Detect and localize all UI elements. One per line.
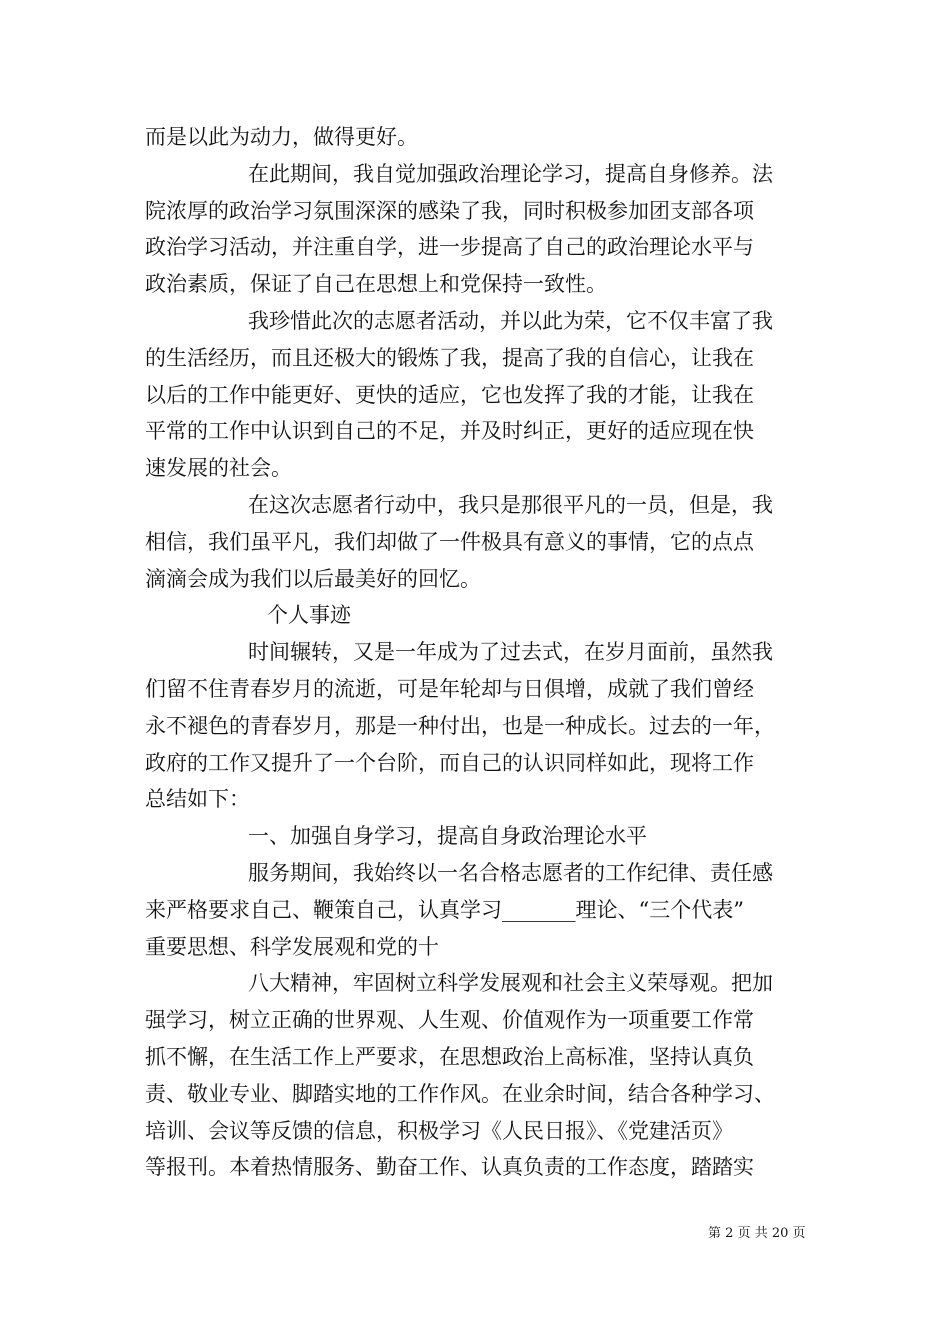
text-line: 们留不住青春岁月的流逝，可是年轮却与日俱增，成就了我们曾经 xyxy=(145,676,754,701)
text-line: 政治学习活动，并注重自学，进一步提高了自己的政治理论水平与 xyxy=(145,235,754,260)
text-line: 滴滴会成为我们以后最美好的回忆。 xyxy=(145,566,481,591)
text-line: 时间辗转，又是一年成为了过去式，在岁月面前，虽然我 xyxy=(248,640,773,665)
text-line: 八大精神，牢固树立科学发展观和社会主义荣辱观。把加 xyxy=(248,971,773,996)
text-line: 重要思想、科学发展观和党的十 xyxy=(145,934,439,959)
text-line: 在此期间，我自觉加强政治理论学习，提高自身修养。法 xyxy=(248,161,773,186)
text-line: 在这次志愿者行动中，我只是那很平凡的一员，但是，我 xyxy=(248,492,773,517)
text-line: 培训、会议等反馈的信息，积极学习《人民日报》、《党建活页》 xyxy=(145,1118,733,1143)
text-line: 的生活经历，而且还极大的锻炼了我，提高了我的自信心，让我在 xyxy=(145,345,754,370)
text-line: 速发展的社会。 xyxy=(145,456,292,481)
text-line: 院浓厚的政治学习氛围深深的感染了我，同时积极参加团支部各项 xyxy=(145,198,754,223)
footer-suffix: 页 xyxy=(792,1226,806,1241)
text-line: 政治素质，保证了自己在思想上和党保持一致性。 xyxy=(145,272,607,297)
document-body xyxy=(145,119,815,1186)
text-line: 相信，我们虽平凡，我们却做了一件极具有意义的事情，它的点点 xyxy=(145,529,754,554)
text-line: 总结如下： xyxy=(145,787,250,812)
text-line: 等报刊。本着热情服务、勤奋工作、认真负责的工作态度，踏踏实 xyxy=(145,1155,754,1180)
text-line: 永不褪色的青春岁月，那是一种付出，也是一种成长。过去的一年， xyxy=(145,713,775,738)
section-title: 个人事迹 xyxy=(267,603,351,628)
text-line: 平常的工作中认识到自己的不足，并及时纠正，更好的适应现在快 xyxy=(145,419,754,444)
text-line: 以后的工作中能更好、更快的适应，它也发挥了我的才能，让我在 xyxy=(145,382,754,407)
text-line: 而是以此为动力，做得更好。 xyxy=(145,125,418,149)
text-line: 强学习，树立正确的世界观、人生观、价值观作为一项重要工作常 xyxy=(145,1008,754,1033)
text-line: 政府的工作又提升了一个台阶，而自己的认识同样如此，现将工作 xyxy=(145,750,754,775)
text-line: 抓不懈，在生活工作上严要求，在思想政治上高标准，坚持认真负 xyxy=(145,1044,754,1069)
text-line: 服务期间，我始终以一名合格志愿者的工作纪律、责任感 xyxy=(248,860,773,885)
footer-middle: 页 共 xyxy=(737,1226,768,1241)
footer-total-pages: 20 xyxy=(771,1226,789,1241)
footer-current-page: 2 xyxy=(725,1226,734,1241)
page-number-footer xyxy=(708,1226,806,1242)
text-line: 来严格要求自己、鞭策自己，认真学习_______理论、“三个代表” xyxy=(145,897,744,922)
text-line: 一、加强自身学习，提高自身政治理论水平 xyxy=(248,824,647,849)
footer-prefix: 第 xyxy=(708,1226,722,1241)
text-line: 责、敬业专业、脚踏实地的工作作风。在业余时间，结合各种学习、 xyxy=(145,1081,775,1106)
text-line: 我珍惜此次的志愿者活动，并以此为荣，它不仅丰富了我 xyxy=(248,308,773,333)
